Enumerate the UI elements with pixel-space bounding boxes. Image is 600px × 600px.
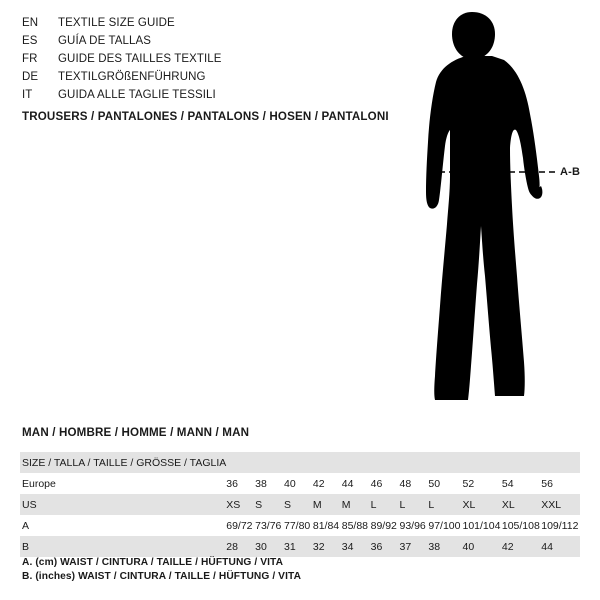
cell: 50 <box>428 473 462 494</box>
silhouette-svg <box>400 10 600 410</box>
table-row-europe <box>20 473 580 494</box>
cell: 54 <box>502 473 541 494</box>
row-label: SIZE / TALLA / TAILLE / GRÖSSE / TAGLIA <box>20 452 226 473</box>
cell: 97/100 <box>428 515 462 536</box>
cell: 37 <box>400 536 429 557</box>
language-row <box>22 50 382 68</box>
cell: 85/88 <box>342 515 371 536</box>
cell <box>463 452 502 473</box>
cell: 30 <box>255 536 284 557</box>
language-list <box>22 14 382 104</box>
cell: 31 <box>284 536 313 557</box>
cell: 32 <box>313 536 342 557</box>
cell <box>541 452 580 473</box>
language-row <box>22 32 382 50</box>
cell: XXL <box>541 494 580 515</box>
cell: 38 <box>255 473 284 494</box>
cell: 52 <box>463 473 502 494</box>
cell <box>284 452 313 473</box>
cell: XS <box>226 494 255 515</box>
cell: XL <box>502 494 541 515</box>
cell <box>255 452 284 473</box>
table-row-a <box>20 515 580 536</box>
waist-measure-label: A-B <box>560 166 581 178</box>
man-silhouette-figure <box>400 10 600 410</box>
footnote-a: A. (cm) WAIST / CINTURA / TAILLE / HÜFTUNG / VITA <box>22 557 284 568</box>
language-text: GUÍA DE TALLAS <box>58 35 152 47</box>
language-code: FR <box>22 53 38 65</box>
row-label: B <box>20 536 226 557</box>
cell: S <box>284 494 313 515</box>
cell <box>342 452 371 473</box>
cell: 44 <box>342 473 371 494</box>
cell: 105/108 <box>502 515 541 536</box>
size-table <box>20 452 580 557</box>
cell: 73/76 <box>255 515 284 536</box>
language-text: TEXTILE SIZE GUIDE <box>58 17 175 29</box>
footnote-b: B. (inches) WAIST / CINTURA / TAILLE / HÜFTUNG / VITA <box>22 571 302 582</box>
language-code: DE <box>22 71 39 83</box>
cell: 42 <box>313 473 342 494</box>
cell: 42 <box>502 536 541 557</box>
cell <box>226 452 255 473</box>
cell: 81/84 <box>313 515 342 536</box>
cell: 101/104 <box>463 515 502 536</box>
cell: S <box>255 494 284 515</box>
footnotes <box>22 556 301 584</box>
cell: 109/112 <box>541 515 580 536</box>
cell <box>502 452 541 473</box>
cell <box>400 452 429 473</box>
cell: L <box>428 494 462 515</box>
row-label: A <box>20 515 226 536</box>
cell: 28 <box>226 536 255 557</box>
language-code: IT <box>22 89 33 101</box>
language-text: GUIDA ALLE TAGLIE TESSILI <box>58 89 216 101</box>
cell: 56 <box>541 473 580 494</box>
cell: 40 <box>284 473 313 494</box>
cell: L <box>371 494 400 515</box>
cell: 40 <box>463 536 502 557</box>
cell: 44 <box>541 536 580 557</box>
row-label: US <box>20 494 226 515</box>
language-text: GUIDE DES TAILLES TEXTILE <box>58 53 222 65</box>
cell: 77/80 <box>284 515 313 536</box>
cell: 48 <box>400 473 429 494</box>
cell: 89/92 <box>371 515 400 536</box>
language-row <box>22 14 382 32</box>
cell: 34 <box>342 536 371 557</box>
language-row <box>22 68 382 86</box>
language-code: ES <box>22 35 38 47</box>
table-row-size-header <box>20 452 580 473</box>
language-row <box>22 86 382 104</box>
cell <box>371 452 400 473</box>
cell: L <box>400 494 429 515</box>
cell: 93/96 <box>400 515 429 536</box>
cell <box>428 452 462 473</box>
cell <box>313 452 342 473</box>
row-label: Europe <box>20 473 226 494</box>
cell: 38 <box>428 536 462 557</box>
cell: M <box>342 494 371 515</box>
table-heading: MAN / HOMBRE / HOMME / MANN / MAN <box>22 426 250 439</box>
language-code: EN <box>22 17 39 29</box>
cell: 69/72 <box>226 515 255 536</box>
cell: 36 <box>226 473 255 494</box>
table-row-b <box>20 536 580 557</box>
cell: XL <box>463 494 502 515</box>
cell: 46 <box>371 473 400 494</box>
table-row-us <box>20 494 580 515</box>
language-text: TEXTILGRÖßENFÜHRUNG <box>58 71 206 83</box>
cell: M <box>313 494 342 515</box>
section-title: TROUSERS / PANTALONES / PANTALONS / HOSEN / PANTALONI <box>22 110 389 123</box>
cell: 36 <box>371 536 400 557</box>
